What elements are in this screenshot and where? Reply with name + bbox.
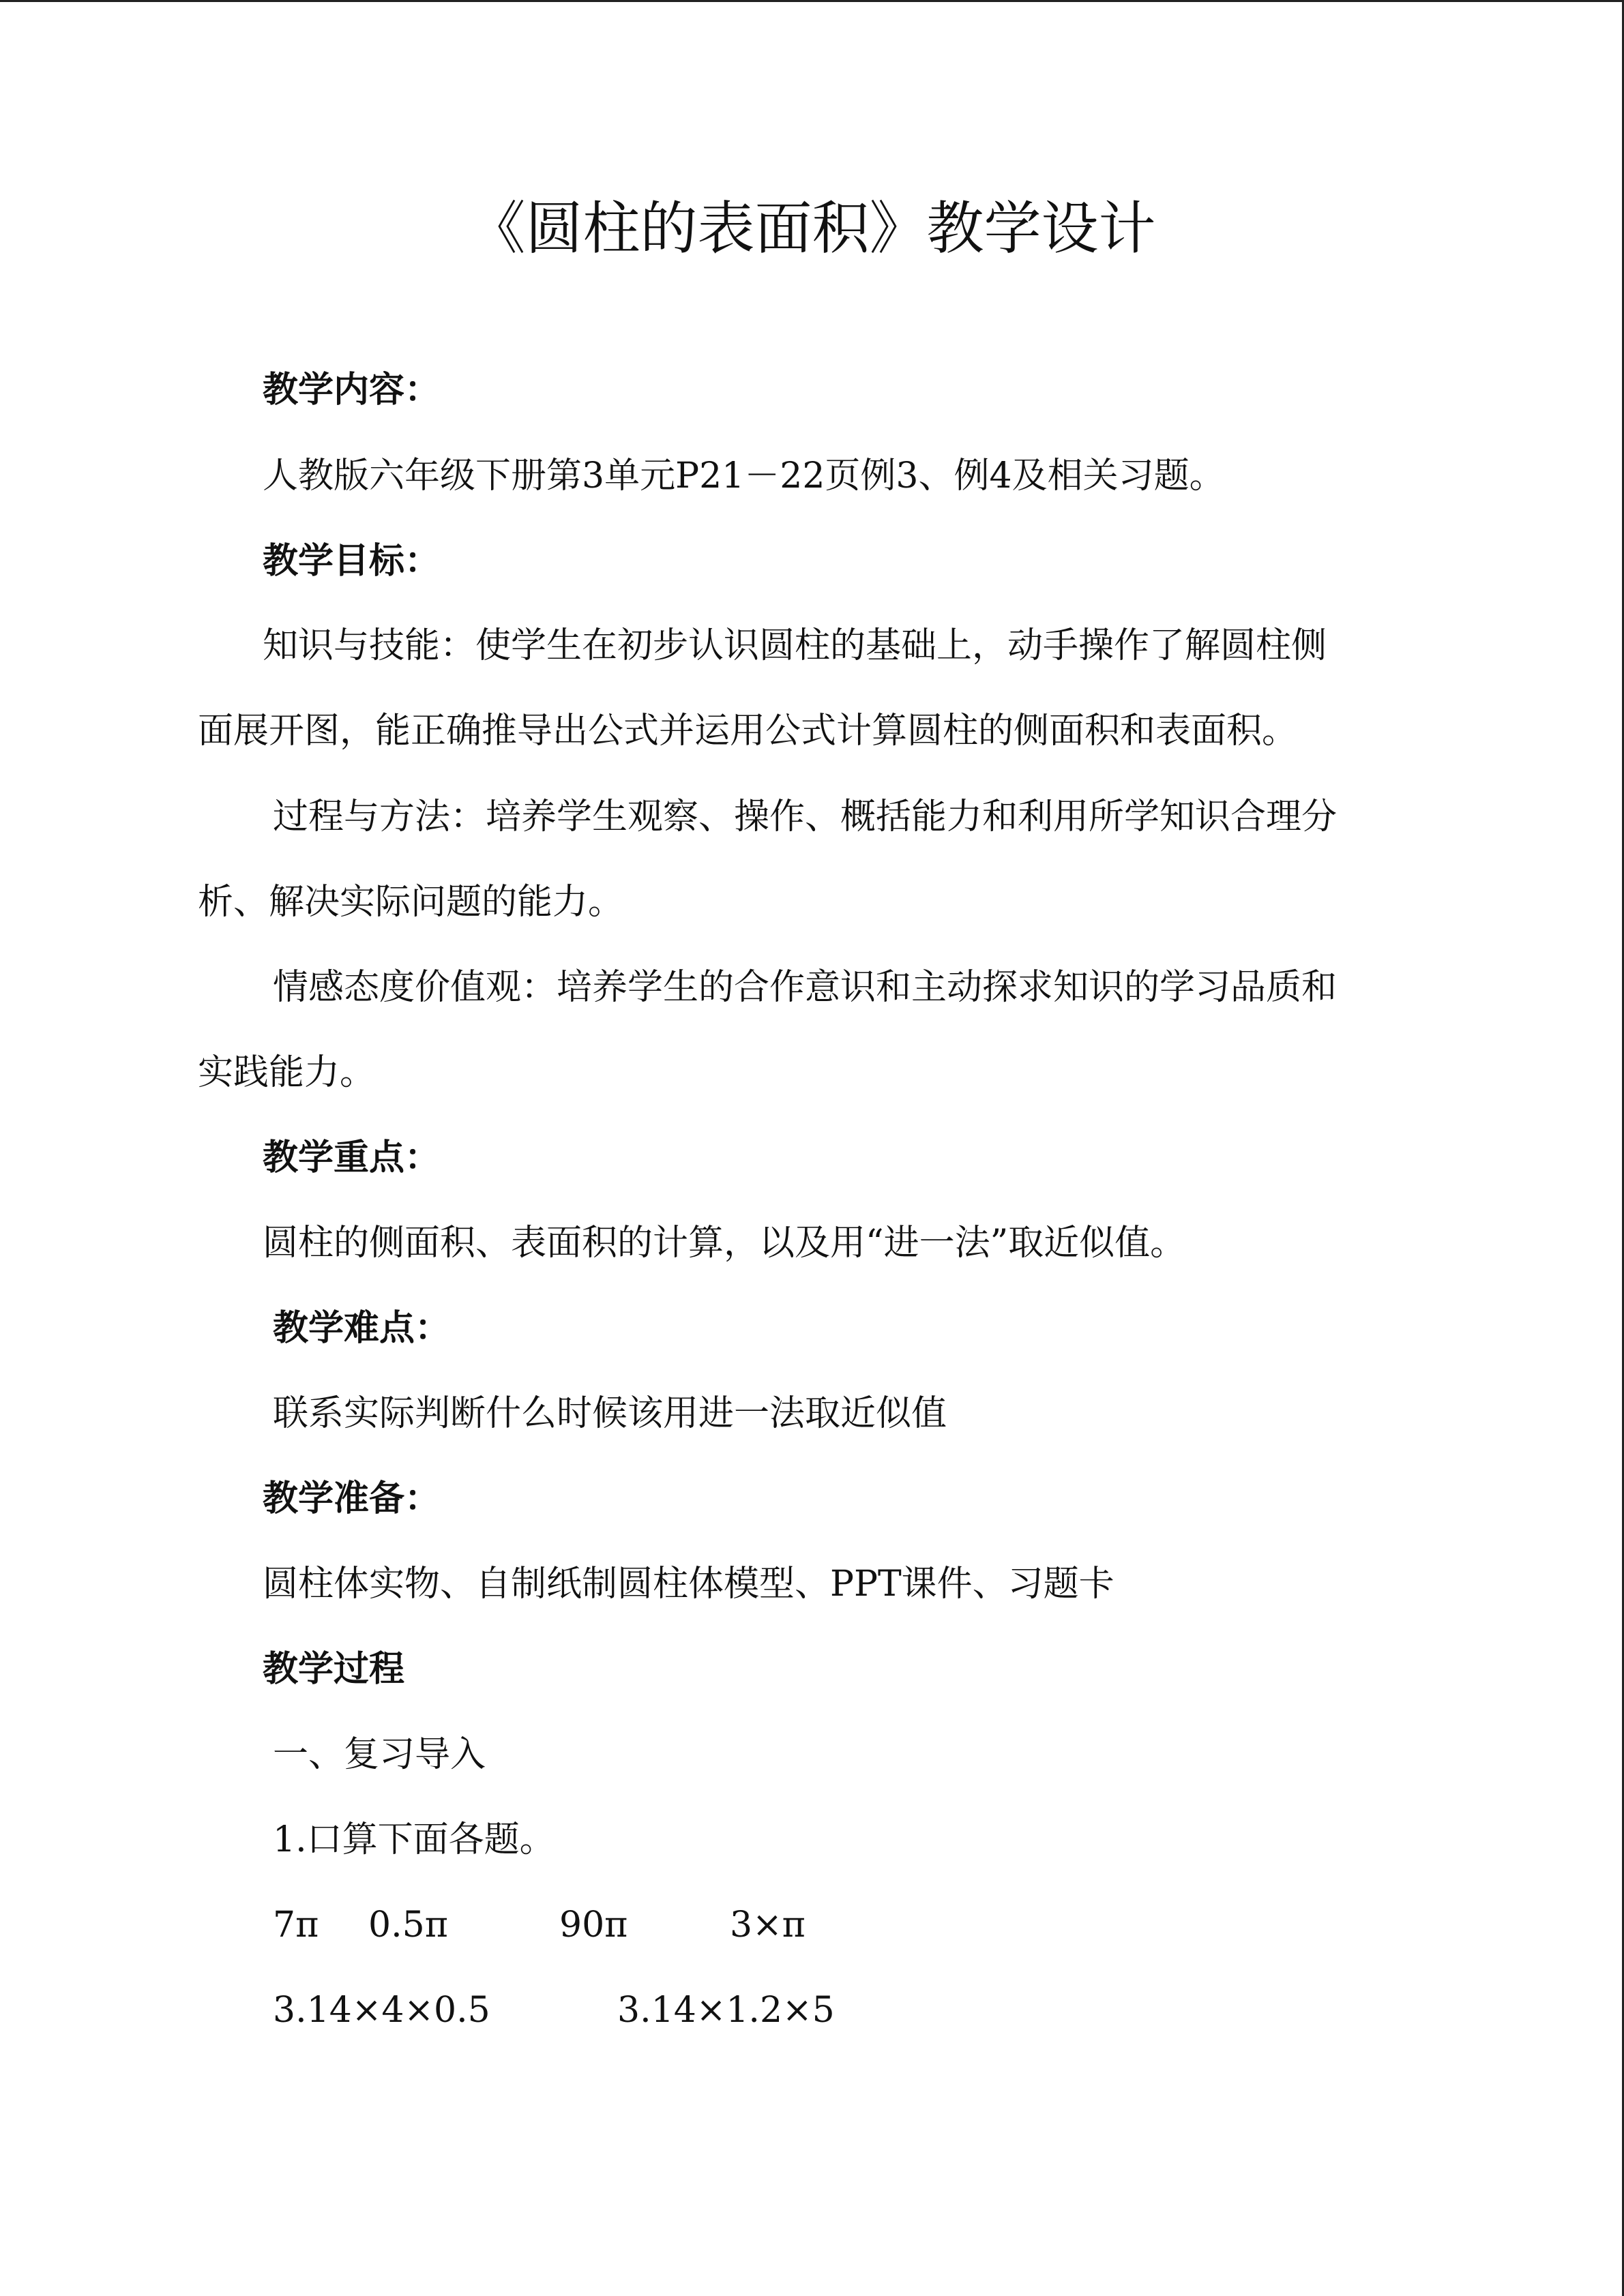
calc-row-1	[273, 1901, 806, 1949]
key-heading: 教学重点：	[263, 1137, 441, 1178]
goals-heading: 教学目标：	[263, 541, 441, 582]
prep-heading: 教学准备：	[263, 1478, 441, 1519]
key-text: 圆柱的侧面积、表面积的计算，以及用“进一法”取近似值。	[263, 1223, 1186, 1264]
calc-expression: 3×π	[730, 1905, 806, 1945]
content-text: 人教版六年级下册第3单元P21－22页例3、例4及相关习题。	[263, 456, 1225, 496]
calc-expression: 3.14×1.2×5	[617, 1990, 835, 2031]
goal-knowledge-line-1: 知识与技能：使学生在初步认识圆柱的基础上，动手操作了解圆柱侧	[263, 625, 1327, 666]
goal-knowledge-line-2: 面展开图，能正确推导出公式并运用公式计算圆柱的侧面积和表面积。	[198, 711, 1298, 751]
section-1-heading: 一、复习导入	[273, 1734, 486, 1775]
goal-process-line-1: 过程与方法：培养学生观察、操作、概括能力和利用所学知识合理分	[273, 796, 1338, 837]
difficulty-text: 联系实际判断什么时候该用进一法取近似值	[273, 1393, 947, 1434]
prep-text: 圆柱体实物、自制纸制圆柱体模型、PPT课件、习题卡	[263, 1564, 1114, 1605]
goal-process-line-2: 析、解决实际问题的能力。	[198, 882, 624, 923]
difficulty-heading: 教学难点：	[273, 1308, 451, 1349]
calc-expression: 0.5π	[368, 1905, 448, 1945]
calc-expression: 7π	[273, 1905, 319, 1945]
document-title: 《圆柱的表面积》教学设计	[468, 195, 1156, 262]
process-heading: 教学过程	[263, 1649, 405, 1690]
content-heading: 教学内容：	[263, 370, 441, 411]
calc-expression: 90π	[559, 1905, 628, 1945]
calc-expression: 3.14×4×0.5	[273, 1990, 490, 2031]
item-1-text: 1.口算下面各题。	[273, 1819, 555, 1860]
calc-row-2	[273, 1986, 835, 2034]
goal-emotion-line-2: 实践能力。	[198, 1052, 376, 1093]
goal-emotion-line-1: 情感态度价值观：培养学生的合作意识和主动探求知识的学习品质和	[273, 967, 1338, 1008]
